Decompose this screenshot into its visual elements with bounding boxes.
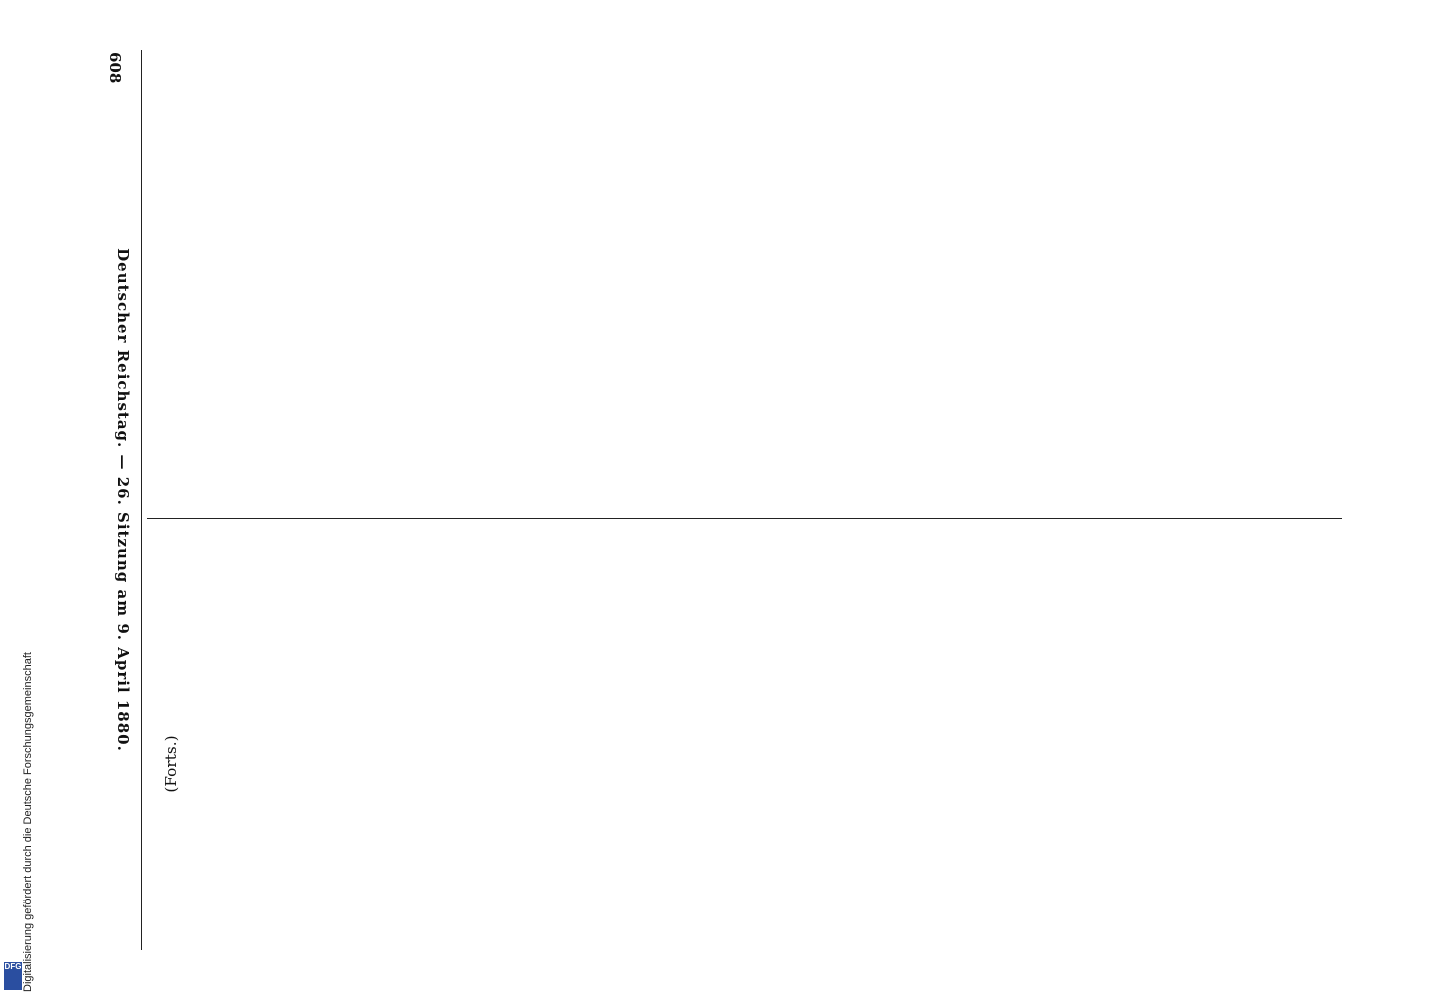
header-rule <box>141 50 142 950</box>
digitization-credit <box>0 0 34 1000</box>
dfg-logo-text: DFG <box>4 962 22 971</box>
right-column <box>150 540 1340 988</box>
continuation-note: (Forts.) <box>162 735 180 793</box>
page-number: 608 <box>106 52 124 84</box>
digitization-credit-text: Digitalisierung gefördert durch die Deutsche Forschungsgemeinschaft <box>22 652 34 992</box>
left-column <box>150 57 1340 505</box>
column-divider <box>147 518 1342 519</box>
running-title: Deutscher Reichstag. — 26. Sitzung am 9. April 1880. <box>114 248 132 752</box>
dfg-logo <box>4 962 22 990</box>
